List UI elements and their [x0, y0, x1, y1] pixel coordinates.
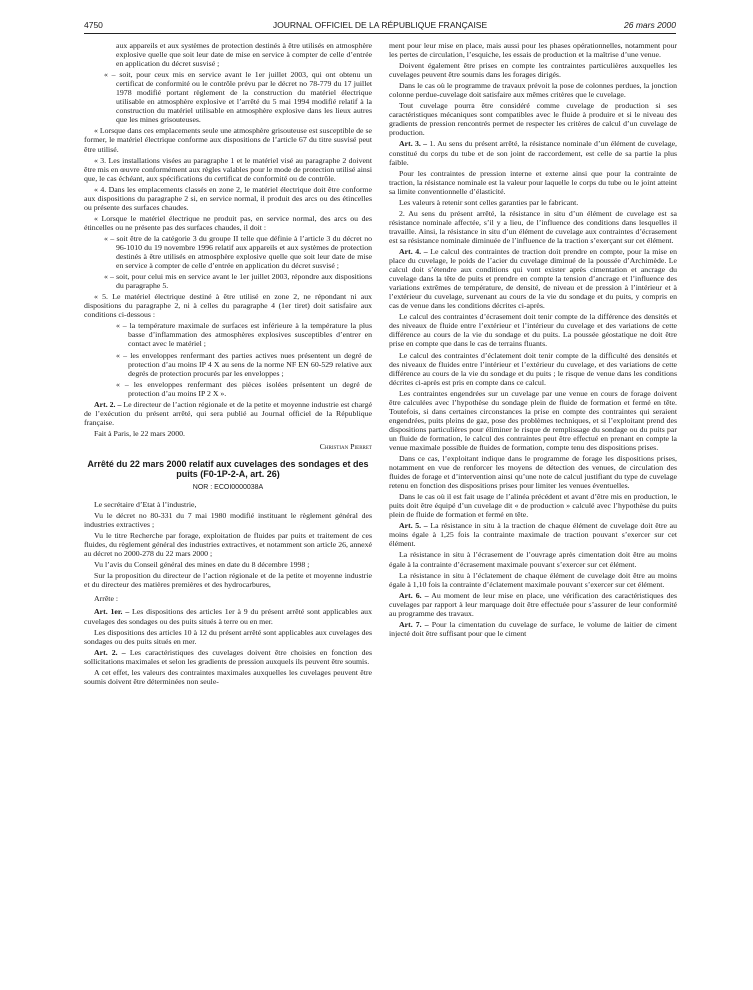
article-label: Art. 4. – — [399, 246, 428, 256]
left-column — [84, 41, 372, 981]
page-number: 4750 — [84, 20, 103, 30]
article-text: 1. Au sens du présent arrêté, la résistance nominale d’un élément de cuvelage, constitué du corps du tube et de son joint de raccordement, est celle de sa partie la plus faible. — [389, 139, 677, 167]
article-label: Art. 2. – — [94, 647, 126, 657]
paragraph: Les valeurs à retenir sont celles garanties par le fabricant. — [399, 197, 579, 207]
place-date-line: Fait à Paris, le 22 mars 2000. — [94, 428, 185, 438]
article-4-paragraph — [389, 247, 677, 310]
article-7-paragraph — [389, 620, 677, 638]
paragraph: Dans le cas où le programme de travaux prévoit la pose de colonnes perdues, la jonction colonne perdue-cuvelage doit satisfaire aux mêmes critères que le cuvelage. — [389, 81, 677, 100]
paragraph: Dans le cas où il est fait usage de l’alinéa précédent et avant d’être mis en production, le puits doit être équipé d’un cuvelage dit « de production » calculé avec l’hypothèse du puits plein de fluide de formation et fermé en tête. — [389, 492, 677, 520]
article-2b-paragraph — [84, 648, 372, 666]
article-2-paragraph — [84, 400, 372, 427]
paragraph: Les contraintes engendrées sur un cuvelage par une venue en cours de forage doivent être calculées avec l’hypothèse du sondage plein de fluide de formation et fermé en tête. Toutefois, si dans certaines circonstances la prise en compte des contraintes qui seraient engendrées, puits pleins de gaz, pose des problèmes techniques, et si l’exploitant prend des dispositions particulières pour éliminer le risque de remplissage du sondage ou du puits par un fluide de formation, le calcul des contraintes peut être effectué en prenant en compte la venue maximale possible de fluides de formation, compte tenu des dispositions prises. — [389, 388, 677, 452]
list-item: « – la température maximale de surfaces est inférieure à la température la plus basse d’inflammation des atmosphères explosives susceptibles d’entrer en contact avec le matériel ; — [116, 321, 372, 349]
nor-reference: NOR : ECOI0000038A — [192, 483, 264, 491]
article-label: Art. 7. – — [399, 619, 429, 629]
article-label: Art. 5. – — [399, 521, 428, 531]
page-header — [84, 20, 676, 34]
article-text: Le calcul des contraintes de traction doit prendre en compte, pour la mise en place du cuvelage, le poids de l’acier du cuvelage diminué de la poussée d’Archimède. Le calcul doit s’étendre aux conditions qui vont exister après cimentation et ancrage du cuvelage dans la tête de puits et prendre en compte la tension d’ancrage et l’influence des variations extrêmes de température, de densité, de niveau et de pression à l’intérieur et à l’extérieur du cuvelage, survenant au cours de la vie du sondage et du puits, y compris en cas de venue dans les conditions décrites ci-après. — [389, 246, 677, 311]
paragraph: A cet effet, les valeurs des contraintes maximales auxquelles les cuvelages peuvent être soumis doivent être déterminées non seule- — [84, 667, 372, 686]
paragraph: Vu le décret no 80-331 du 7 mai 1980 modifié instituant le règlement général des industries extractives ; — [84, 511, 372, 530]
article-label: Art. 3. – — [399, 139, 428, 149]
paragraph: « Lorsque dans ces emplacements seule une atmosphère grisouteuse est susceptible de se former, le matériel électrique conforme aux dispositions de l’article 67 du titre susvisé peut être utilisé. — [84, 126, 372, 154]
article-3-paragraph — [389, 139, 677, 166]
article-label: Art. 6. – — [399, 590, 429, 600]
article-1-paragraph — [84, 607, 372, 625]
article-6-paragraph — [389, 591, 677, 618]
list-item: « – les enveloppes renfermant des pièces isolées présentent un degré de protection d’au moins IP 2 X ». — [116, 379, 372, 398]
paragraph: 2. Au sens du présent arrêté, la résistance in situ d’un élément de cuvelage est sa résistance nominale affectée, s’il y a lieu, de l’influence des conditions dans lesquelles il travaille. Ainsi, la résistance in situ d’un élément de cuvelage aux contraintes d’écrasement est sa résistance nominale diminuée de l’influence de la traction s’exerçant sur cet élément. — [389, 208, 677, 245]
paragraph: Sur la proposition du directeur de l’action régionale et de la petite et moyenne industrie et du directeur des matières premières et des hydrocarbures, — [84, 571, 372, 590]
article-text: La résistance in situ à la traction de chaque élément de cuvelage doit être au moins égale à 1,25 fois la contrainte maximale de traction pouvant s’exercer sur cet élément. — [389, 521, 677, 549]
paragraph: « 4. Dans les emplacements classés en zone 2, le matériel électrique doit être conforme aux dispositions du paragraphe 2 si, en service normal, il produit des arcs ou des étincelles ou présente des surfaces chaudes. — [84, 184, 372, 212]
article-text: Les caractéristiques des cuvelages doivent être choisies en fonction des sollicitations maximales et selon les gradients de pression auxquels ils peuvent être soumis. — [84, 647, 372, 666]
paragraph: La résistance in situ à l’éclatement de chaque élément de cuvelage doit être au moins égale à 1,10 fois la contrainte d’éclatement maximale pouvant s’exercer sur cet élément. — [389, 570, 677, 589]
paragraph: Le calcul des contraintes d’écrasement doit tenir compte de la différence des densités et des niveaux de fluide entre l’extérieur et l’intérieur du cuvelage et des variations de cette différence au cours de la vie du sondage et du puits. La poussée géostatique ne doit être prise en compte que dans le cas de terrains fluants. — [389, 312, 677, 349]
article-text: Le directeur de l’action régionale et de la petite et moyenne industrie est chargé de l’exécution du présent arrêté, qui sera publié au Journal officiel de la République française. — [84, 399, 372, 427]
article-5-paragraph — [389, 521, 677, 548]
list-item: « – soit, pour celui mis en service avant le 1er juillet 2003, répondre aux dispositions du paragraphe 5. — [104, 272, 372, 291]
header-rule — [84, 33, 676, 34]
paragraph: « Lorsque le matériel électrique ne produit pas, en service normal, des arcs ou des étincelles ou ne présente pas des surfaces chaudes, il doit : — [84, 213, 372, 232]
paragraph: Pour les contraintes de pression interne et externe ainsi que pour la contrainte de traction, la résistance nominale est la valeur pour laquelle le corps du tube ou le joint atteint sa limite conventionnelle d’élasticité. — [389, 168, 677, 196]
paragraph: Vu le titre Recherche par forage, exploitation de fluides par puits et traitement de ces fluides, du règlement général des industries extractives, et notamment son article 26, annexé au décret no 2000-278 du 22 mars 2000 ; — [84, 531, 372, 559]
paragraph: Vu l’avis du Conseil général des mines en date du 8 décembre 1998 ; — [94, 560, 310, 570]
article-label: Art. 1er. – — [94, 607, 130, 617]
paragraph: Les dispositions des articles 10 à 12 du présent arrêté sont applicables aux cuvelages des sondages ou des puits situés en mer. — [84, 627, 372, 646]
arrete-line: Arrête : — [94, 594, 119, 604]
article-text: Les dispositions des articles 1er à 9 du présent arrêté sont applicables aux cuvelages des sondages ou des puits situés à terre ou en mer. — [84, 607, 372, 626]
paragraph: « 3. Les installations visées au paragraphe 1 et le matériel visé au paragraphe 2 doivent être mis en œuvre conformément aux règles valables pour le mode de protection utilisé ainsi que, le cas échéant, aux spécifications du certificat de conformité ou de contrôle. — [84, 155, 372, 183]
paragraph: aux appareils et aux systèmes de protection destinés à être utilisés en atmosphère explosive quelle que soit leur date de mise en service à compter de celle d’entrée en application du décret susvisé ; — [116, 41, 372, 69]
paragraph: Tout cuvelage pourra être considéré comme cuvelage de production si ses caractéristiques mécaniques sont compatibles avec le fluide à produire et si le niveau des gradients de pression rencontrés permet de respecter les critères de calcul d’un cuvelage de production. — [389, 101, 677, 138]
article-text: Pour la cimentation du cuvelage de surface, le volume de laitier de ciment injecté doit être suffisant pour que le ciment — [389, 619, 677, 638]
decree-title: Arrêté du 22 mars 2000 relatif aux cuvelages des sondages et des puits (F0-1P-2-A, art. 26) — [87, 458, 369, 480]
paragraph: Le secrétaire d’Etat à l’industrie, — [94, 500, 197, 510]
journal-title: JOURNAL OFFICIEL DE LA RÉPUBLIQUE FRANÇAISE — [272, 20, 488, 30]
paragraph: Doivent également être prises en compte les contraintes particulières auxquelles les cuvelages peuvent être soumis dans les forages dirigés. — [389, 61, 677, 80]
signature: Christian Pierret — [319, 441, 372, 451]
article-label: Art. 2. – — [94, 399, 122, 409]
list-item: « – soit, pour ceux mis en service avant le 1er juillet 2003, qui ont obtenu un certificat de conformité ou le contrôle prévu par le décret no 78-779 du 17 juillet 1978 modifié portant règlement de la construction du matériel électrique utilisable en atmosphère explosive et l’arrêté du 5 mai 1994 modifié relatif à la construction du matériel utilisable en atmosphère explosive dans les lieux autres que les mines grisouteuses. — [104, 70, 372, 125]
list-item: « – soit être de la catégorie 3 du groupe II telle que définie à l’article 3 du décret no 96-1010 du 19 novembre 1996 relatif aux appareils et aux systèmes de protection destinés à être utilisés en atmosphère explosive quelle que soit leur date de mise en service à compter de celle d’entrée en application du décret susvisé ; — [104, 233, 372, 271]
paragraph: ment pour leur mise en place, mais aussi pour les phases opérationnelles, notamment pour les pertes de circulation, l’esquiche, les essais de production et la maîtrise d’une venue. — [389, 41, 677, 60]
paragraph: « 5. Le matériel électrique destiné à être utilisé en zone 2, ne répondant ni aux dispositions du paragraphe 2, ni à celles du paragraphe 4 (1er tiret) doit satisfaire aux conditions ci-dessous : — [84, 292, 372, 320]
paragraph: La résistance in situ à l’écrasement de l’ouvrage après cimentation doit être au moins égale à la contrainte d’écrasement maximale pouvant s’exercer sur cet élément. — [389, 550, 677, 569]
paragraph: Le calcul des contraintes d’éclatement doit tenir compte de la difficulté des densités et des niveaux de fluides entre l’intérieur et l’extérieur du cuvelage, et des variations de cette différence au cours de la vie du sondage et du puits ; le risque de venue dans les conditions décrites ci-après est pris en compte dans ce calcul. — [389, 350, 677, 387]
list-item: « – les enveloppes renfermant des parties actives nues présentent un degré de protection d’au moins IP 4 X au sens de la norme NF EN 60-529 relative aux degrés de protection procurés par les enveloppes ; — [116, 350, 372, 378]
right-column — [389, 41, 677, 981]
paragraph: Dans ce cas, l’exploitant indique dans le programme de forage les dispositions prises, notamment en vue de renforcer les moyens de détection des venues, de circulation des fluides de forage et d’intervention ainsi qu’une note de calcul justifiant du type de cuvelage retenu en fonction des dispositions prises pour limiter les venues éventuelles. — [389, 454, 677, 491]
article-text: Au moment de leur mise en place, une vérification des caractéristiques des cuvelages par rapport à leur marquage doit être effectuée pour s’assurer de leur conformité au programme des travaux. — [389, 590, 677, 618]
issue-date: 26 mars 2000 — [624, 20, 676, 30]
